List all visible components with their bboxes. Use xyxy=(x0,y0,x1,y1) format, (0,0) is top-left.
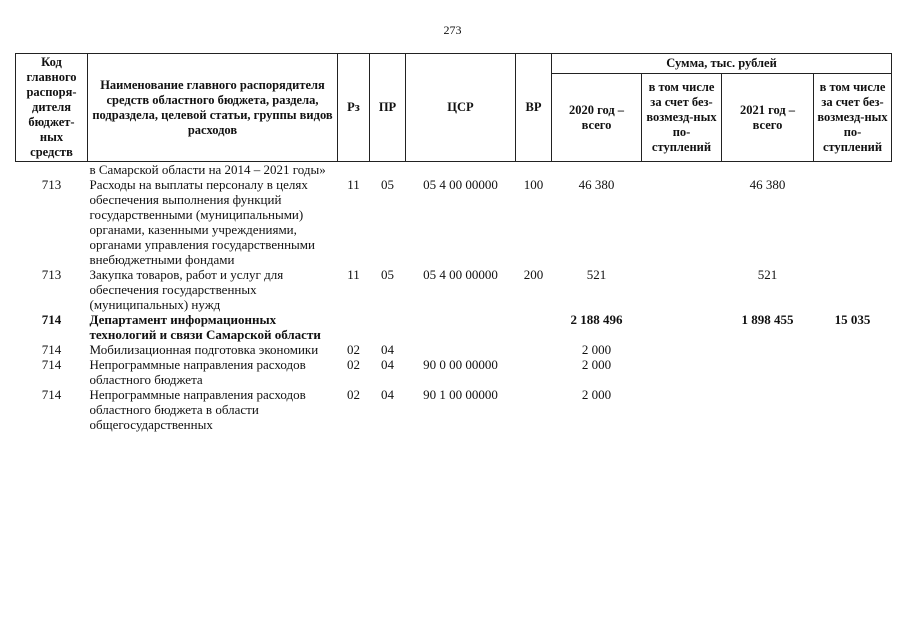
cell-vr xyxy=(516,387,552,432)
cell-code xyxy=(16,162,88,178)
cell-pr: 04 xyxy=(381,357,394,372)
cell-free-2021 xyxy=(814,357,892,387)
cell-free-2020 xyxy=(642,162,722,178)
cell-pr: 05 xyxy=(381,177,394,192)
header-name: Наименование главного распорядителя средств областного бюджета, раздела, подраздела, целевой статьи, группы видов расходов xyxy=(88,54,338,162)
cell-csr xyxy=(406,312,516,342)
header-pr: ПР xyxy=(370,54,406,162)
cell-sum-2021: 521 xyxy=(757,267,778,282)
header-csr: ЦСР xyxy=(406,54,516,162)
cell-sum-2021 xyxy=(722,387,814,432)
header-2020-total: 2020 год – всего xyxy=(552,74,642,162)
cell-free-2020 xyxy=(642,342,722,357)
cell-rz: 11 xyxy=(347,177,360,192)
cell-csr: 90 0 00 00000 xyxy=(423,357,498,372)
header-vr: ВР xyxy=(516,54,552,162)
cell-name: Департамент информационных технологий и связи Самарской области xyxy=(89,312,321,342)
cell-vr xyxy=(516,342,552,357)
cell-csr xyxy=(406,162,516,178)
cell-sum-2021 xyxy=(722,342,814,357)
header-rz: Рз xyxy=(338,54,370,162)
cell-pr: 04 xyxy=(381,342,394,357)
cell-code: 714 xyxy=(41,312,62,327)
cell-pr: 04 xyxy=(381,387,394,402)
cell-rz: 02 xyxy=(347,342,360,357)
table-row xyxy=(16,387,892,432)
cell-free-2020 xyxy=(642,357,722,387)
table-row xyxy=(16,267,892,312)
table-row xyxy=(16,342,892,357)
cell-name: в Самарской области на 2014 – 2021 годы» xyxy=(89,162,326,177)
cell-sum-2020: 2 188 496 xyxy=(570,312,623,327)
cell-sum-2021 xyxy=(722,357,814,387)
cell-code: 714 xyxy=(41,342,62,357)
header-2021-total: 2021 год – всего xyxy=(722,74,814,162)
cell-rz: 02 xyxy=(347,357,360,372)
table-row xyxy=(16,162,892,178)
cell-code: 713 xyxy=(41,177,62,192)
cell-free-2021 xyxy=(814,177,892,267)
cell-sum-2021: 46 380 xyxy=(749,177,786,192)
cell-free-2020 xyxy=(642,267,722,312)
header-code: Код главного распоря-дителя бюджет-ных средств xyxy=(16,54,88,162)
table-body xyxy=(16,162,892,433)
cell-sum-2020: 2 000 xyxy=(581,342,612,357)
cell-csr xyxy=(406,342,516,357)
cell-rz xyxy=(338,162,370,178)
cell-sum-2021: 1 898 455 xyxy=(741,312,794,327)
cell-sum-2020: 2 000 xyxy=(581,387,612,402)
cell-csr: 05 4 00 00000 xyxy=(423,177,498,192)
cell-free-2021 xyxy=(814,342,892,357)
cell-pr xyxy=(370,162,406,178)
header-2020-free: в том числе за счет без-возмезд-ных по-ступлений xyxy=(642,74,722,162)
cell-vr xyxy=(516,357,552,387)
budget-table xyxy=(15,53,892,432)
cell-sum-2020: 2 000 xyxy=(581,357,612,372)
table-row-department xyxy=(16,312,892,342)
header-2021-free: в том числе за счет без-возмезд-ных по-ступлений xyxy=(814,74,892,162)
cell-vr xyxy=(516,312,552,342)
cell-free-2020 xyxy=(642,387,722,432)
cell-sum-2020 xyxy=(552,162,642,178)
cell-code: 713 xyxy=(41,267,62,282)
cell-vr xyxy=(516,162,552,178)
cell-name: Мобилизационная подготовка экономики xyxy=(89,342,319,357)
cell-pr: 05 xyxy=(381,267,394,282)
cell-name: Закупка товаров, работ и услуг для обеспечения государственных (муниципальных) нужд xyxy=(89,267,284,312)
table-header xyxy=(16,54,892,162)
cell-sum-2021 xyxy=(722,162,814,178)
cell-code: 714 xyxy=(41,387,62,402)
cell-vr: 200 xyxy=(523,267,544,282)
header-sum-group: Сумма, тыс. рублей xyxy=(552,54,892,74)
cell-free-2020 xyxy=(642,177,722,267)
cell-sum-2020: 521 xyxy=(586,267,607,282)
cell-sum-2020: 46 380 xyxy=(578,177,615,192)
cell-name: Непрограммные направления расходов областного бюджета в области общегосударственных xyxy=(89,387,306,432)
cell-name: Расходы на выплаты персоналу в целях обеспечения выполнения функций государственными (муниципальными) органами, казенными учреждениями, органами управления государственными внебюджетными фондами xyxy=(89,177,315,267)
cell-rz xyxy=(338,312,370,342)
cell-csr: 05 4 00 00000 xyxy=(423,267,498,282)
cell-free-2020 xyxy=(642,312,722,342)
cell-pr xyxy=(370,312,406,342)
page-number: 273 xyxy=(443,23,462,37)
cell-free-2021 xyxy=(814,387,892,432)
cell-code: 714 xyxy=(41,357,62,372)
cell-free-2021: 15 035 xyxy=(834,312,871,327)
cell-csr: 90 1 00 00000 xyxy=(423,387,498,402)
table-row xyxy=(16,357,892,387)
table-row xyxy=(16,177,892,267)
cell-vr: 100 xyxy=(523,177,544,192)
cell-name: Непрограммные направления расходов областного бюджета xyxy=(89,357,306,387)
cell-free-2021 xyxy=(814,267,892,312)
cell-rz: 11 xyxy=(347,267,360,282)
cell-rz: 02 xyxy=(347,387,360,402)
cell-free-2021 xyxy=(814,162,892,178)
